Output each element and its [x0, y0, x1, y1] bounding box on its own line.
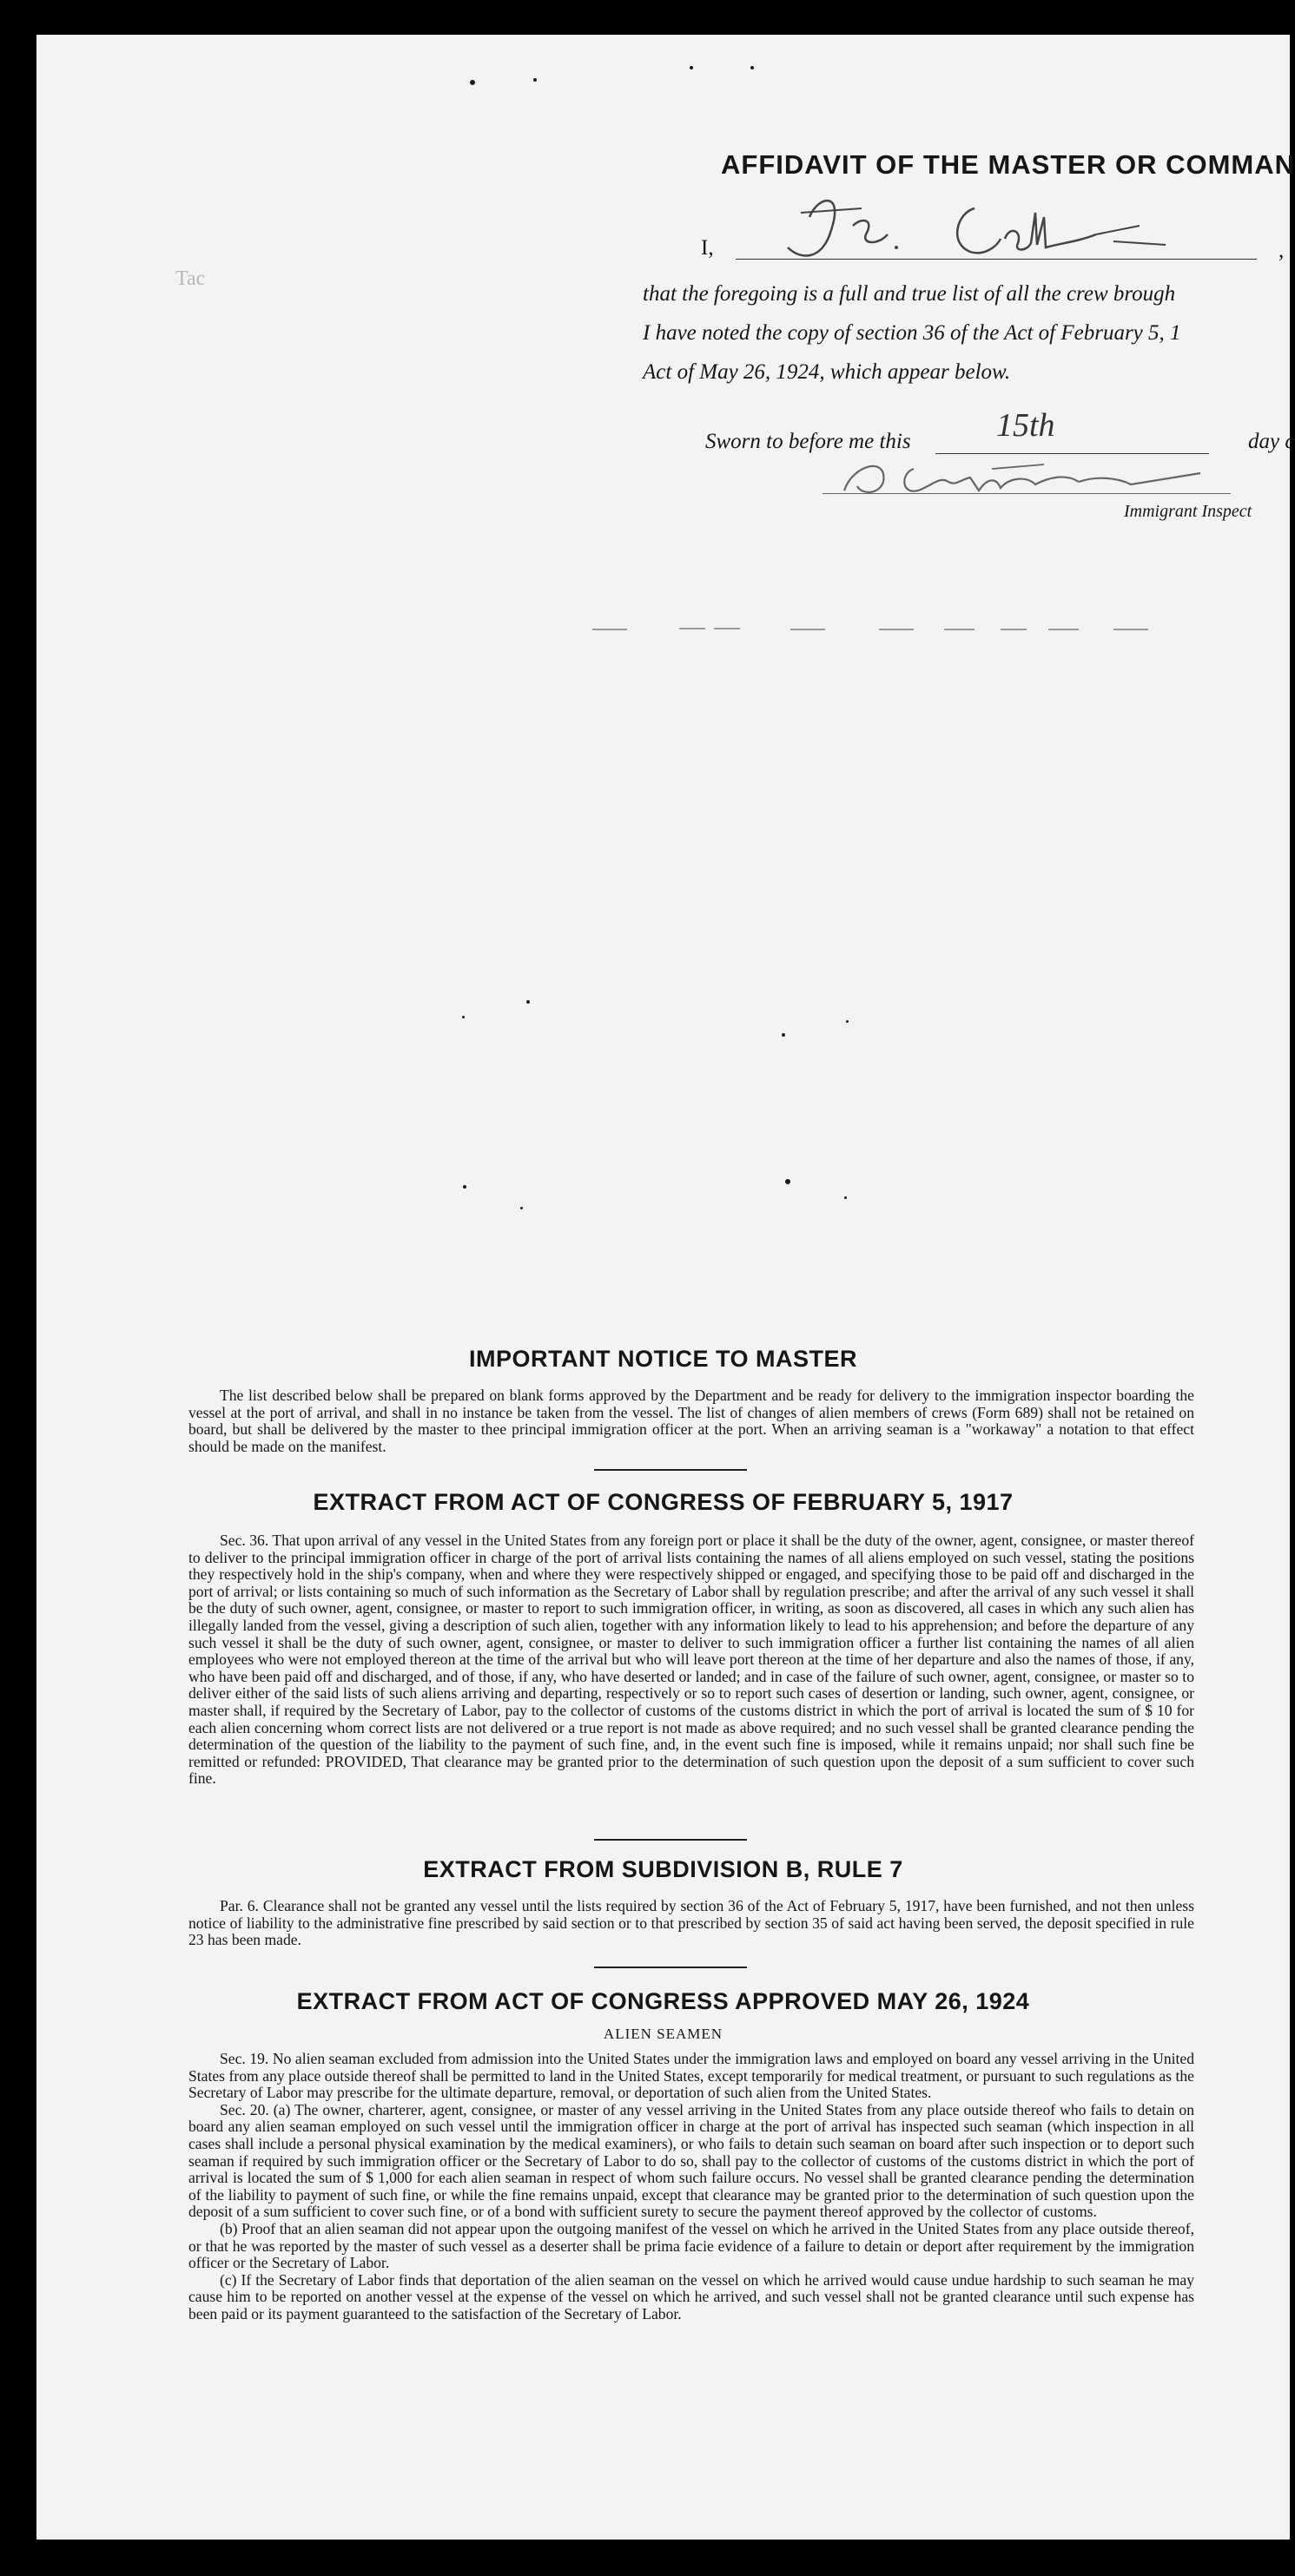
- scan-speck: [463, 1185, 466, 1189]
- scan-speck: [520, 1207, 523, 1209]
- affidavit-line-4: Act of May 26, 1924, which appear below.: [643, 360, 1011, 384]
- scan-speck: [844, 1196, 847, 1199]
- inspector-signature: [818, 443, 1287, 504]
- sec-19-paragraph: Sec. 19. No alien seaman excluded from admission into the United States under the immigration laws and employed on board any vessel arriving in the United States from any place outside thereof shall be permitted to land in the United States, except temporarily for medical treatment, or pursuant to such regulations as the Secretary of Labor may prescribe for the ultimate departure, removal, or deportation of such alien from the United States.: [188, 2050, 1194, 2102]
- affidavit-line-prefix: I,: [701, 236, 714, 260]
- scan-speck: [526, 1000, 530, 1004]
- sec-20a-paragraph: Sec. 20. (a) The owner, charterer, agent, consignee, or master of any vessel arriving in the United States from any place outside thereof who fails to detain on board any alien seaman employed on such vessel until the immigration officer in charge at the port of arrival has inspected such seaman (which inspection in all cases shall include a personal physical examination by the medical examiners), or who fails to detain such seaman on board after such inspection or to deport such seaman if required by such immigration officer or the Secretary of Labor to do so, shall pay to the collector of customs of the customs district in which the port of arrival is located the sum of $ 1,000 for each alien seaman in respect of whom such failure occurs. No vessel shall be granted clearance pending the determination of the liability to payment of such fine, or while the fine remains unpaid, except that clearance may be granted prior to the determination of such question upon the deposit of a sum sufficient to cover such fine, or of a bond with sufficient surety to secure the payment thereof approved by the collector of customs.: [188, 2100, 1194, 2221]
- rule-7-title: EXTRACT FROM SUBDIVISION B, RULE 7: [423, 1856, 903, 1882]
- affidavit-line-3: I have noted the copy of section 36 of the Act of February 5, 1: [643, 321, 1181, 345]
- sec-20c-paragraph: (c) If the Secretary of Labor finds that deportation of the alien seaman on the vessel on which he arrived would cause undue hardship to such seaman he may cause him to be reported on another vessel at the expense of the vessel on which he arrived, and such vessel shall not be granted clearance until such expense has been paid or its payment guaranteed to the satisfaction of the Secretary of Labor.: [188, 2270, 1194, 2322]
- day-value: 15th: [996, 407, 1055, 444]
- document-page: [36, 35, 1295, 2540]
- comma-mark: ,: [1278, 239, 1285, 262]
- act-1924-text: [188, 2051, 1194, 2323]
- act-1924-title: EXTRACT FROM ACT OF CONGRESS APPROVED MAY 26, 1924: [296, 1988, 1030, 2014]
- act-1917-title: EXTRACT FROM ACT OF CONGRESS OF FEBRUARY 5, 1917: [313, 1489, 1014, 1515]
- scan-speck: [782, 1033, 785, 1037]
- scan-speck: [785, 1179, 790, 1184]
- affidavit-line-2: that the foregoing is a full and true list of all the crew brough: [643, 282, 1176, 306]
- sec-20b-paragraph: (b) Proof that an alien seaman did not appear upon the outgoing manifest of the vessel on which he arrived in the United States from any place outside thereof, or that he was reported by the master of such vessel as a deserter shall be prima facie evidence of a failure to detain or deport after requirement by the immigration officer or the Secretary of Labor.: [188, 2219, 1194, 2272]
- scan-speck: [462, 1016, 465, 1018]
- scan-speck: [750, 66, 754, 69]
- divider: [594, 1469, 747, 1471]
- bleed-through-mark: Tac: [175, 267, 206, 290]
- notice-text: The list described below shall be prepared on blank forms approved by the Department and be ready for delivery to the immigration inspector boarding the vessel at the port of arrival, and shall in no instance be taken from the vessel. The list of changes of alien members of crews (Form 689) shall not be retained on board, but shall be delivered by the master to thee principal immigration officer at the port. When an arriving seaman is a "workaway" a notation to that effect should be made on the manifest.: [188, 1387, 1194, 1455]
- inspector-label: Immigrant Inspect: [1124, 502, 1252, 521]
- rule-7-text: Par. 6. Clearance shall not be granted any vessel until the lists required by section 36 of the Act of February 5, 1917, have been furnished, and not then unless notice of liability to the administrative fine prescribed by said section or to that prescribed by section 35 of said act having been served, the deposit specified in rule 23 has been made.: [188, 1897, 1194, 1949]
- sworn-text: Sworn to before me this: [705, 430, 911, 453]
- day-label: day c: [1248, 430, 1295, 453]
- scan-speck: [690, 66, 693, 69]
- scan-speck: [533, 78, 537, 82]
- alien-seamen-subtitle: ALIEN SEAMEN: [603, 2026, 723, 2042]
- faint-bleed-through-line: [592, 621, 1290, 638]
- inspector-fill-line: [823, 493, 1231, 494]
- master-signature: [731, 165, 1218, 278]
- affidavit-title: AFFIDAVIT OF THE MASTER OR COMMAN: [721, 149, 1295, 180]
- act-1917-text: Sec. 36. That upon arrival of any vessel in the United States from any foreign port or place it shall be the duty of the owner, agent, consignee, or master thereof to deliver to the principal immigration officer in charge of the port of arrival lists containing the names of all aliens employed on such vessel, stating the positions they respectively hold in the ship's company, when and where they were respectively shipped or engaged, and specifying those to be paid off and discharged in the port of arrival; or lists containing so much of such information as the Secretary of Labor shall by regulation prescribe; and after the arrival of any such vessel it shall be the duty of such owner, agent, consignee, or master to report to such immigration officer, in writing, as soon as discovered, all cases in which any such alien has illegally landed from the vessel, giving a description of such alien, together with any information likely to lead to his apprehension; and before the departure of any such vessel it shall be the duty of such owner, agent, consignee, or master to deliver to such immigration officer a further list containing the names of all alien employees who were not employed thereon at the time of the arrival but who will leave port thereon at the time of her departure and also the names of those, if any, who have been paid off and discharged, and of those, if any, who have deserted or landed; and in case of the failure of such owner, agent, consignee, or master so to deliver either of the said lists of such aliens arriving and departing, respectively or so to report such cases of desertion or landing, such owner, agent, consignee, or master shall, if required by the Secretary of Labor, pay to the collector of customs of the customs district in which the port of arrival is located the sum of $ 10 for each alien concerning whom correct lists are not delivered or a true report is not made as above required; and no such vessel shall be granted clearance pending the determination of the question of the liability to the payment of such fine, and, in the event such fine is imposed, while it remains unpaid; nor shall such fine be remitted or refunded: PROVIDED, That clearance may be granted prior to the determination of such question upon the deposit of a sum sufficient to cover such fine.: [188, 1532, 1194, 1788]
- notice-title: IMPORTANT NOTICE TO MASTER: [469, 1346, 857, 1372]
- scan-speck: [846, 1020, 849, 1023]
- scan-speck: [470, 80, 475, 85]
- divider: [594, 1839, 747, 1841]
- divider: [594, 1967, 747, 1968]
